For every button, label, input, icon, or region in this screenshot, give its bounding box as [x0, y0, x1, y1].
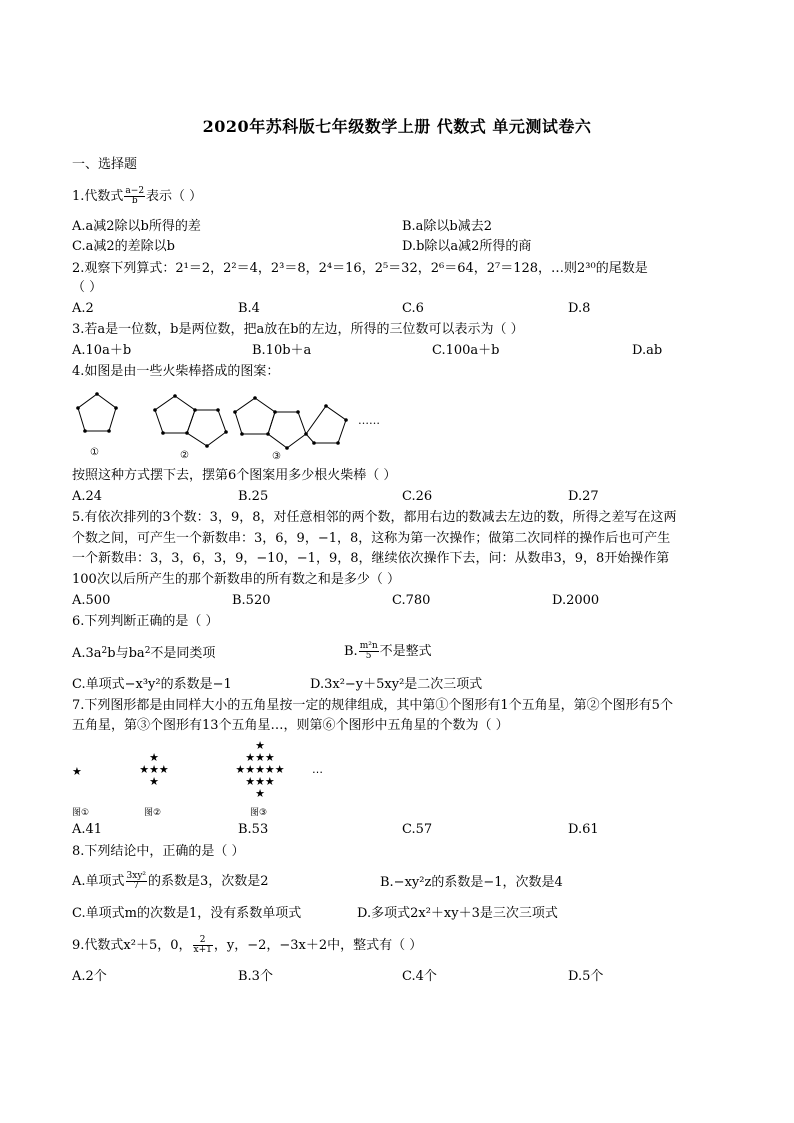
q4-option-a[interactable]: A.24 — [72, 489, 103, 504]
q4-option-c[interactable]: C.26 — [402, 489, 433, 504]
q8-option-b[interactable]: B.−xy²z的系数是−1，次数是4 — [380, 875, 563, 890]
page-title: 2020年苏科版七年级数学上册 代数式 单元测试卷六 — [202, 117, 592, 136]
q7-option-b[interactable]: B.53 — [238, 822, 269, 837]
q4-option-b[interactable]: B.25 — [238, 489, 269, 504]
q5-option-c[interactable]: C.780 — [392, 593, 431, 608]
q9-prefix: 9.代数式x²＋5，0， — [72, 938, 192, 953]
question-4-ask: 按照这种方式摆下去，摆第6个图案用多少根火柴棒（ ） — [72, 468, 397, 483]
q3-option-d[interactable]: D.ab — [632, 343, 663, 358]
q1-option-d[interactable]: D.b除以a减2所得的商 — [402, 239, 532, 254]
question-9 — [72, 936, 422, 955]
question-7-line-2: 五角星，第③个图形有13个五角星…，则第⑥个图形中五角星的个数为（ ） — [72, 718, 509, 733]
question-5-line-2: 个数之间，可产生一个新数串：3，6，9，−1，8，这称为第一次操作；做第二次同样的操作后也可产生 — [72, 531, 671, 546]
q8-a-fraction — [126, 872, 148, 891]
question-2-cont: （ ） — [72, 280, 103, 295]
q6-b-fraction — [359, 642, 379, 661]
q1-numerator: a−2 — [125, 186, 145, 196]
matchstick-figure — [60, 386, 400, 464]
fig2-row-3: ★ — [149, 775, 159, 788]
question-5-line-4: 100次以后所产生的那个新数串的所有数之和是多少（ ） — [72, 572, 400, 587]
q1-denominator: b — [131, 196, 138, 206]
q8-a-prefix: A.单项式 — [72, 874, 125, 889]
q5-option-d[interactable]: D.2000 — [552, 593, 600, 608]
q1-option-c[interactable]: C.a减2的差除以b — [72, 239, 175, 254]
star-figure-dots: … — [312, 763, 323, 776]
fig3-row-3: ★★★★★ — [235, 763, 285, 776]
q1-prefix: 1.代数式 — [72, 189, 124, 204]
q7-option-a[interactable]: A.41 — [72, 822, 103, 837]
q9-denominator: x+1 — [193, 945, 212, 955]
q6-option-b[interactable] — [344, 642, 432, 661]
q8-a-denominator: 7 — [133, 881, 140, 891]
star-caption-2: 图② — [144, 808, 162, 818]
q1-fraction — [124, 187, 145, 206]
q5-option-a[interactable]: A.500 — [72, 593, 111, 608]
question-3: 3.若a是一位数，b是两位数，把a放在b的左边，所得的三位数可以表示为（ ） — [72, 322, 524, 337]
star-caption-1: 图① — [72, 808, 90, 818]
q7-option-c[interactable]: C.57 — [402, 822, 433, 837]
q6-option-d[interactable]: D.3x²−y＋5xy²是二次三项式 — [310, 677, 483, 692]
question-5-line-1: 5.有依次排列的3个数：3，9，8，对任意相邻的两个数，都用右边的数减去左边的数，所得之差写在这两 — [72, 510, 677, 525]
q6-b-denominator: 5 — [365, 651, 372, 661]
fig3-row-4: ★★★ — [245, 775, 275, 788]
star-figure-1: ★ — [72, 765, 82, 778]
section-heading: 一、选择题 — [72, 157, 138, 172]
figure-2-label: ② — [180, 450, 189, 461]
q1-option-b[interactable]: B.a除以b减去2 — [402, 219, 493, 234]
question-5-line-3: 一个新数串：3，3，6，3，9，−10，−1，9，8，继续依次操作下去，问：从数串3，9，8开始操作第 — [72, 551, 670, 566]
q9-option-a[interactable]: A.2个 — [72, 969, 107, 984]
q2-option-a[interactable]: A.2 — [72, 301, 94, 316]
q4-option-d[interactable]: D.27 — [568, 489, 599, 504]
figure-3-label: ③ — [272, 451, 281, 462]
q6-a-part-1: A.3a — [72, 646, 102, 661]
q6-b-suffix: 不是整式 — [379, 644, 432, 659]
figure-ellipsis: …… — [358, 414, 380, 427]
q9-numerator: 2 — [193, 936, 213, 946]
q5-option-b[interactable]: B.520 — [232, 593, 271, 608]
q9-suffix: ，y，−2，−3x＋2中，整式有（ ） — [213, 938, 423, 953]
q3-option-b[interactable]: B.10b＋a — [252, 343, 312, 358]
q2-option-d[interactable]: D.8 — [568, 301, 591, 316]
q2-option-b[interactable]: B.4 — [238, 301, 260, 316]
q6-a-part-3: 不是同类项 — [150, 646, 216, 661]
q6-b-prefix: B. — [344, 644, 358, 659]
q9-option-b[interactable]: B.3个 — [238, 969, 273, 984]
fig3-row-2: ★★★ — [245, 751, 275, 764]
question-6: 6.下列判断正确的是（ ） — [72, 614, 219, 629]
q3-option-c[interactable]: C.100a＋b — [432, 343, 500, 358]
question-7-line-1: 7.下列图形都是由同样大小的五角星按一定的规律组成，其中第①个图形有1个五角星，第②个图形有5个 — [72, 698, 673, 713]
q8-a-suffix: 的系数是3，次数是2 — [148, 874, 269, 889]
figure-1-label: ① — [90, 447, 99, 458]
q8-option-a[interactable] — [72, 872, 269, 891]
q2-option-c[interactable]: C.6 — [402, 301, 424, 316]
question-8: 8.下列结论中，正确的是（ ） — [72, 844, 245, 859]
q1-suffix: 表示（ ） — [146, 189, 203, 204]
q6-a-part-2: b与ba — [107, 646, 145, 661]
star-figure-3 — [226, 740, 294, 800]
question-4: 4.如图是由一些火柴棒搭成的图案： — [72, 364, 280, 379]
fig3-row-1: ★ — [255, 739, 265, 752]
q6-option-c[interactable]: C.单项式−x³y²的系数是−1 — [72, 677, 232, 692]
q9-option-d[interactable]: D.5个 — [568, 969, 604, 984]
q8-a-numerator: 3xy² — [126, 871, 147, 881]
fig2-row-2: ★★★ — [139, 763, 169, 776]
question-2: 2.观察下列算式：2¹＝2，2²＝4，2³＝8，2⁴＝16，2⁵＝32，2⁶＝64，2⁷＝128，…则2³⁰的尾数是 — [72, 261, 648, 276]
q6-option-a[interactable]: $A.3a^2b$与$ba^2$不是同类项 — [72, 646, 216, 661]
fig2-row-1: ★ — [149, 751, 159, 764]
q9-option-c[interactable]: C.4个 — [402, 969, 437, 984]
q9-fraction — [193, 936, 213, 955]
q8-option-d[interactable]: D.多项式2x²＋xy＋3是三次三项式 — [357, 906, 558, 921]
star-figure-2 — [132, 752, 176, 788]
q7-option-d[interactable]: D.61 — [568, 822, 599, 837]
q1-option-a[interactable]: A.a减2除以b所得的差 — [72, 219, 201, 234]
star-caption-3: 图③ — [250, 808, 268, 818]
q3-option-a[interactable]: A.10a＋b — [72, 343, 132, 358]
q8-option-c[interactable]: C.单项式m的次数是1，没有系数单项式 — [72, 906, 302, 921]
question-1 — [72, 187, 202, 206]
fig3-row-5: ★ — [255, 787, 265, 800]
q6-b-numerator: m²n — [359, 641, 378, 651]
